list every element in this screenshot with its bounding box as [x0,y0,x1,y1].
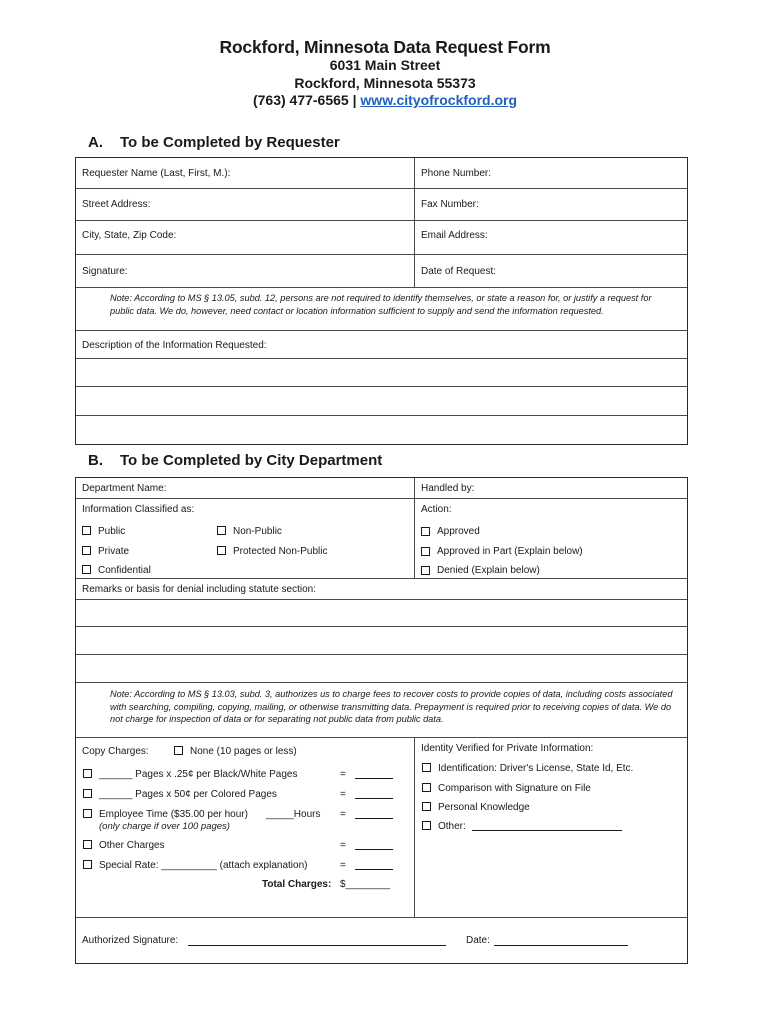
action-label: Action: [421,504,452,515]
label-identification: Identification: Driver's License, State Id, Etc. [438,763,634,774]
total-charges-label: Total Charges: [262,879,332,890]
checkbox-confidential[interactable] [82,565,91,574]
label-denied: Denied (Explain below) [437,565,540,577]
row-street-fax [76,189,687,221]
row-classification-action [76,499,687,579]
label-other-charges: Other Charges [99,840,165,851]
checkbox-denied[interactable] [421,566,430,575]
option-personal[interactable] [422,801,530,814]
equals-other: = [340,840,346,851]
website-link[interactable]: www.cityofrockford.org [360,92,518,108]
option-protected[interactable] [217,545,328,558]
label-bw-pages: Pages x .25¢ per Black/White Pages [135,769,298,780]
checkbox-bw-pages[interactable] [83,769,92,778]
label-public: Public [98,526,126,538]
color-pages-blank[interactable]: ______ [99,789,133,800]
row-authorized-signature [76,918,687,963]
identity-label: Identity Verified for Private Information: [421,743,594,754]
checkbox-protected[interactable] [217,546,226,555]
option-other-identity[interactable] [422,820,466,833]
remarks-line-2[interactable] [76,627,687,655]
city-address: Rockford, Minnesota 55373 [294,74,476,91]
description-line-1[interactable] [76,359,687,387]
checkbox-private[interactable] [82,546,91,555]
signature-field[interactable]: Signature: [76,255,415,287]
form-header [0,37,770,110]
option-comparison[interactable] [422,782,591,795]
other-amount-field[interactable] [355,839,393,850]
row-note-b [76,683,687,738]
privacy-note: Note: According to MS § 13.05, subd. 12, persons are not required to identify themselves, or state a reason for, or justify a request for public data. We do, however, need contact or location information sufficient to supply and send the information requested. [110,293,652,316]
row-note-a [76,288,687,331]
fee-note: Note: According to MS § 13.03, subd. 3, authorizes us to charge fees to recover costs to provide copies of data, including costs associated with searching, compiling, copying, mailing, or otherwise transmitting data. Prepayment is required prior to receiving copies of data. We do not charge for inspection of data or for separating not public data from public data. [110,689,673,725]
option-other-charges[interactable] [83,839,165,852]
option-denied[interactable] [421,561,681,581]
checkbox-color-pages[interactable] [83,789,92,798]
option-color-pages[interactable] [83,788,277,801]
checkbox-none[interactable] [174,746,183,755]
action-group [415,499,687,578]
color-amount-field[interactable] [355,788,393,799]
date-field[interactable] [494,935,628,946]
employee-time-note: (only charge if over 100 pages) [99,821,230,832]
checkbox-non-public[interactable] [217,526,226,535]
phone-number-field[interactable]: Phone Number: [421,168,492,179]
section-a-heading [88,134,340,152]
classified-as-label: Information Classified as: [82,504,195,515]
option-non-public[interactable] [217,525,282,538]
checkbox-special-rate[interactable] [83,860,92,869]
label-none: None (10 pages or less) [190,746,297,757]
equals-employee: = [340,809,346,820]
label-comparison: Comparison with Signature on File [438,783,591,794]
option-public[interactable] [82,525,217,538]
description-line-2[interactable] [76,387,687,416]
label-special-rate: Special Rate: __________ (attach explanation) [99,860,308,871]
remarks-label: Remarks or basis for denial including statute section: [82,584,317,595]
special-amount-field[interactable] [355,859,393,870]
checkbox-public[interactable] [82,526,91,535]
option-approved-part[interactable] [421,542,681,562]
hours-field[interactable]: _____Hours [266,809,321,820]
label-employee-time: Employee Time ($35.00 per hour) [99,809,248,820]
section-a-title: To be Completed by Requester [120,134,340,151]
equals-bw: = [340,769,346,780]
contact-line [0,92,770,110]
row-city-email [76,221,687,255]
checkbox-other-identity[interactable] [422,821,431,830]
checkbox-employee-time[interactable] [83,809,92,818]
row-charges-identity [76,738,687,918]
date-label: Date: [466,935,490,946]
checkbox-approved[interactable] [421,527,430,536]
department-form [75,477,688,964]
requester-name-field[interactable]: Requester Name (Last, First, M.): [76,158,415,188]
section-b-heading [88,452,382,470]
total-charges-field[interactable]: $________ [340,879,391,890]
fax-number-field[interactable]: Fax Number: [421,199,479,210]
row-remarks [76,579,687,600]
requester-form [75,157,688,445]
street-address: 6031 Main Street [329,57,441,73]
copy-charges-group [76,738,415,917]
option-none[interactable] [174,745,297,758]
remarks-line-3[interactable] [76,655,687,683]
authorized-signature-label: Authorized Signature: [82,935,179,946]
city-state-zip-field[interactable]: City, State, Zip Code: [76,221,415,254]
classification-row-3 [82,561,408,581]
section-a-letter: A. [88,134,103,151]
street-address-field[interactable]: Street Address: [76,189,415,220]
classification-row-1 [82,522,408,542]
label-non-public: Non-Public [233,526,282,538]
option-confidential[interactable] [82,564,151,577]
label-other-identity: Other: [438,821,466,832]
section-b-letter: B. [88,452,103,469]
row-signature-date [76,255,687,288]
email-address-field[interactable]: Email Address: [421,230,488,241]
row-description [76,331,687,359]
equals-color: = [340,789,346,800]
bw-pages-blank[interactable]: ______ [99,769,133,780]
handled-by-field[interactable]: Handled by: [421,483,475,494]
classification-group [76,499,415,578]
separator: | [352,92,357,108]
checkbox-approved-part[interactable] [421,547,430,556]
label-approved: Approved [437,526,480,538]
option-approved[interactable] [421,522,681,542]
option-private[interactable] [82,545,217,558]
phone-number: (763) 477-6565 [252,92,349,108]
copy-charges-label: Copy Charges: [82,746,149,757]
authorized-signature-field[interactable] [188,935,446,946]
classification-row-2 [82,542,408,562]
description-label: Description of the Information Requested: [82,340,267,351]
page-title: Rockford, Minnesota Data Request Form [219,37,551,57]
row-dept-handled [76,478,687,499]
label-personal: Personal Knowledge [438,802,530,813]
label-confidential: Confidential [98,565,151,577]
label-private: Private [98,545,130,557]
equals-special: = [340,860,346,871]
checkbox-personal[interactable] [422,802,431,811]
checkbox-comparison[interactable] [422,783,431,792]
employee-amount-field[interactable] [355,808,393,819]
other-identity-field[interactable] [472,820,622,831]
bw-amount-field[interactable] [355,768,393,779]
label-approved-part: Approved in Part (Explain below) [437,545,583,557]
option-identification[interactable] [422,762,633,775]
label-protected: Protected Non-Public [233,545,328,557]
date-of-request-field[interactable]: Date of Request: [421,266,497,277]
option-special-rate[interactable] [83,859,307,872]
checkbox-identification[interactable] [422,763,431,772]
section-b-title: To be Completed by City Department [120,452,383,469]
option-bw-pages[interactable] [83,768,297,781]
label-color-pages: Pages x 50¢ per Colored Pages [135,789,277,800]
remarks-line-1[interactable] [76,600,687,627]
checkbox-other-charges[interactable] [83,840,92,849]
row-name-phone [76,158,687,189]
department-name-field[interactable]: Department Name: [76,478,415,498]
identity-group [415,738,687,917]
description-line-3[interactable] [76,416,687,444]
